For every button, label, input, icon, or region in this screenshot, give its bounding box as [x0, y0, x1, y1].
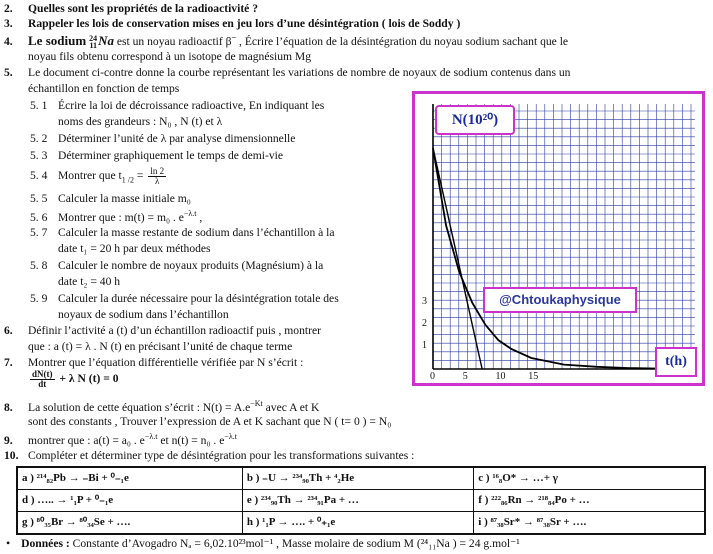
reaction-h: h ) ¹₁P → …. + ⁰₊₁e: [242, 512, 473, 535]
subq-5-5: 5. 5 Calculer la masse initiale m₀: [30, 192, 191, 205]
donnees-line: • Données : Constante d’Avogadro Nₐ = 6,02.10²³mol⁻¹ , Masse molaire de sodium M (²⁴₁₁Na ) = 24 g.mol⁻¹: [6, 536, 520, 550]
reaction-b: b ) ₋U → ²³⁴₉₀Th + ⁴₂He: [242, 467, 473, 490]
reaction-e: e ) ²³⁴₉₀Th → ²³⁴₉₁Pa + …: [242, 490, 473, 512]
reaction-g: g ) ⁸⁰₃₅Br → ⁸⁰₃₄Se + ….: [17, 512, 242, 535]
reaction-d: d ) ….. → ¹₁P + ⁰₋₁e: [17, 490, 242, 512]
question-6-line2: que : a (t) = λ . N (t) en précisant l’unité de chaque terme: [28, 340, 293, 353]
nuclide-notation: 24 11: [89, 33, 98, 51]
x-tick-label: 5: [462, 371, 468, 382]
y-tick-label: 2: [422, 317, 427, 329]
subq-5-9-line2: noyaux de sodium dans l’échantillon: [58, 308, 229, 321]
question-4-line2: noyau fils obtenu correspond à un isotope de magnésium Mg: [28, 50, 312, 63]
subq-5-7: 5. 7 Calculer la masse restante de sodium dans l’échantillon à la: [30, 226, 335, 239]
subq-5-9: 5. 9 Calculer la durée nécessaire pour la désintégration totale des: [30, 292, 339, 305]
chart-plot-area: [415, 94, 702, 383]
subq-5-1: 5. 1 Écrire la loi de décroissance radioactive, En indiquant les: [30, 99, 325, 112]
table-row: [17, 467, 705, 490]
x-tick-label: 15: [528, 371, 539, 382]
decay-chart: [412, 91, 705, 386]
subq-5-7-line2: date t₁ = 20 h par deux méthodes: [58, 242, 211, 255]
subq-5-6: 5. 6 Montrer que : m(t) = m₀ . $e^{-\lambda.t}$ ,: [30, 209, 203, 224]
question-2: 2. Quelles sont les propriétés de la radioactivité ?: [4, 2, 259, 15]
tangent-line: [433, 148, 482, 369]
subq-5-2: 5. 2 Déterminer l’unité de λ par analyse dimensionnelle: [30, 132, 296, 145]
y-tick-label: 1: [422, 339, 427, 351]
chart-x-label: t(h): [655, 347, 697, 377]
subq-5-8: 5. 8 Calculer le nombre de noyaux produits (Magnésium) à la: [30, 259, 324, 272]
subq-5-1-line2: noms des grandeurs : N₀ , N (t) et λ: [58, 115, 223, 128]
reaction-f: f ) ²²²₈₆Rn → ²¹⁸₈₄Po + …: [474, 490, 705, 512]
table-row: [17, 490, 705, 512]
subq-5-8-line2: date t₂ = 40 h: [58, 275, 121, 288]
question-8: 8. La solution de cette équation s’écrit : $N(t) = A.e^{-Kt}$ avec A et K: [4, 399, 320, 414]
question-10: 10. Compléter et déterminer type de désintégration pour les transformations suivantes :: [4, 449, 415, 462]
question-5-line2: échantillon en fonction de temps: [28, 82, 180, 95]
question-5: 5. Le document ci-contre donne la courbe représentant les variations de nombre de noyaux de sodium contenus dans un: [4, 66, 571, 79]
question-4: 4. Le sodium 24 11 Na est un noyau radioactif β− , Écrire l’équation de la désintégration du noyau sodium sachant que le: [4, 33, 569, 51]
reaction-a: a ) ²¹⁴₈₂Pb → ₋Bi + ⁰₋₁e: [17, 467, 242, 490]
ln2-over-lambda: $\frac{\ln 2}{\lambda}$: [150, 166, 165, 186]
chart-y-label: N(10²⁰): [435, 105, 515, 135]
table-row: [17, 512, 705, 535]
question-6: 6. Définir l’activité a (t) d’un échantillon radioactif puis , montrer: [4, 324, 321, 337]
question-7: 7. Montrer que l’équation différentielle vérifiée par N s’écrit :: [4, 356, 304, 369]
subq-5-3: 5. 3 Déterminer graphiquement le temps de demi-vie: [30, 149, 284, 162]
question-9: 9. montrer que : a(t) = a₀ . $e^{-\lambda.t}$ et n(t) = n₀ . $e^{-\lambda.t}$: [4, 432, 237, 447]
reactions-table: [16, 466, 706, 535]
question-3: 3. Rappeler les lois de conservation mises en jeu lors d’une désintégration ( lois de Soddy ): [4, 17, 461, 30]
question-7-equation: $\frac{dN(t)}{dt}$ + λ N (t) = 0: [32, 369, 119, 389]
question-8-line2: sont des constants , Trouver l’expression de A et K sachant que N ( t= 0 ) = N₀: [28, 415, 392, 428]
decay-curve: [433, 148, 695, 369]
x-tick-label: 0: [430, 371, 435, 382]
reaction-i: i ) ⁸⁷₃₈Sr* → ⁸⁷₃₈Sr + ….: [474, 512, 705, 535]
y-tick-label: 3: [422, 295, 427, 307]
subq-5-4: 5. 4 Montrer que $t_{1 /2}$ = $\frac{\ln 2}{\lambda}$: [30, 166, 165, 186]
reaction-c: c ) ¹⁶₈O* → …+ γ: [474, 467, 705, 490]
watermark-label: @Chtoukaphysique: [483, 287, 637, 313]
x-tick-label: 10: [495, 371, 506, 382]
